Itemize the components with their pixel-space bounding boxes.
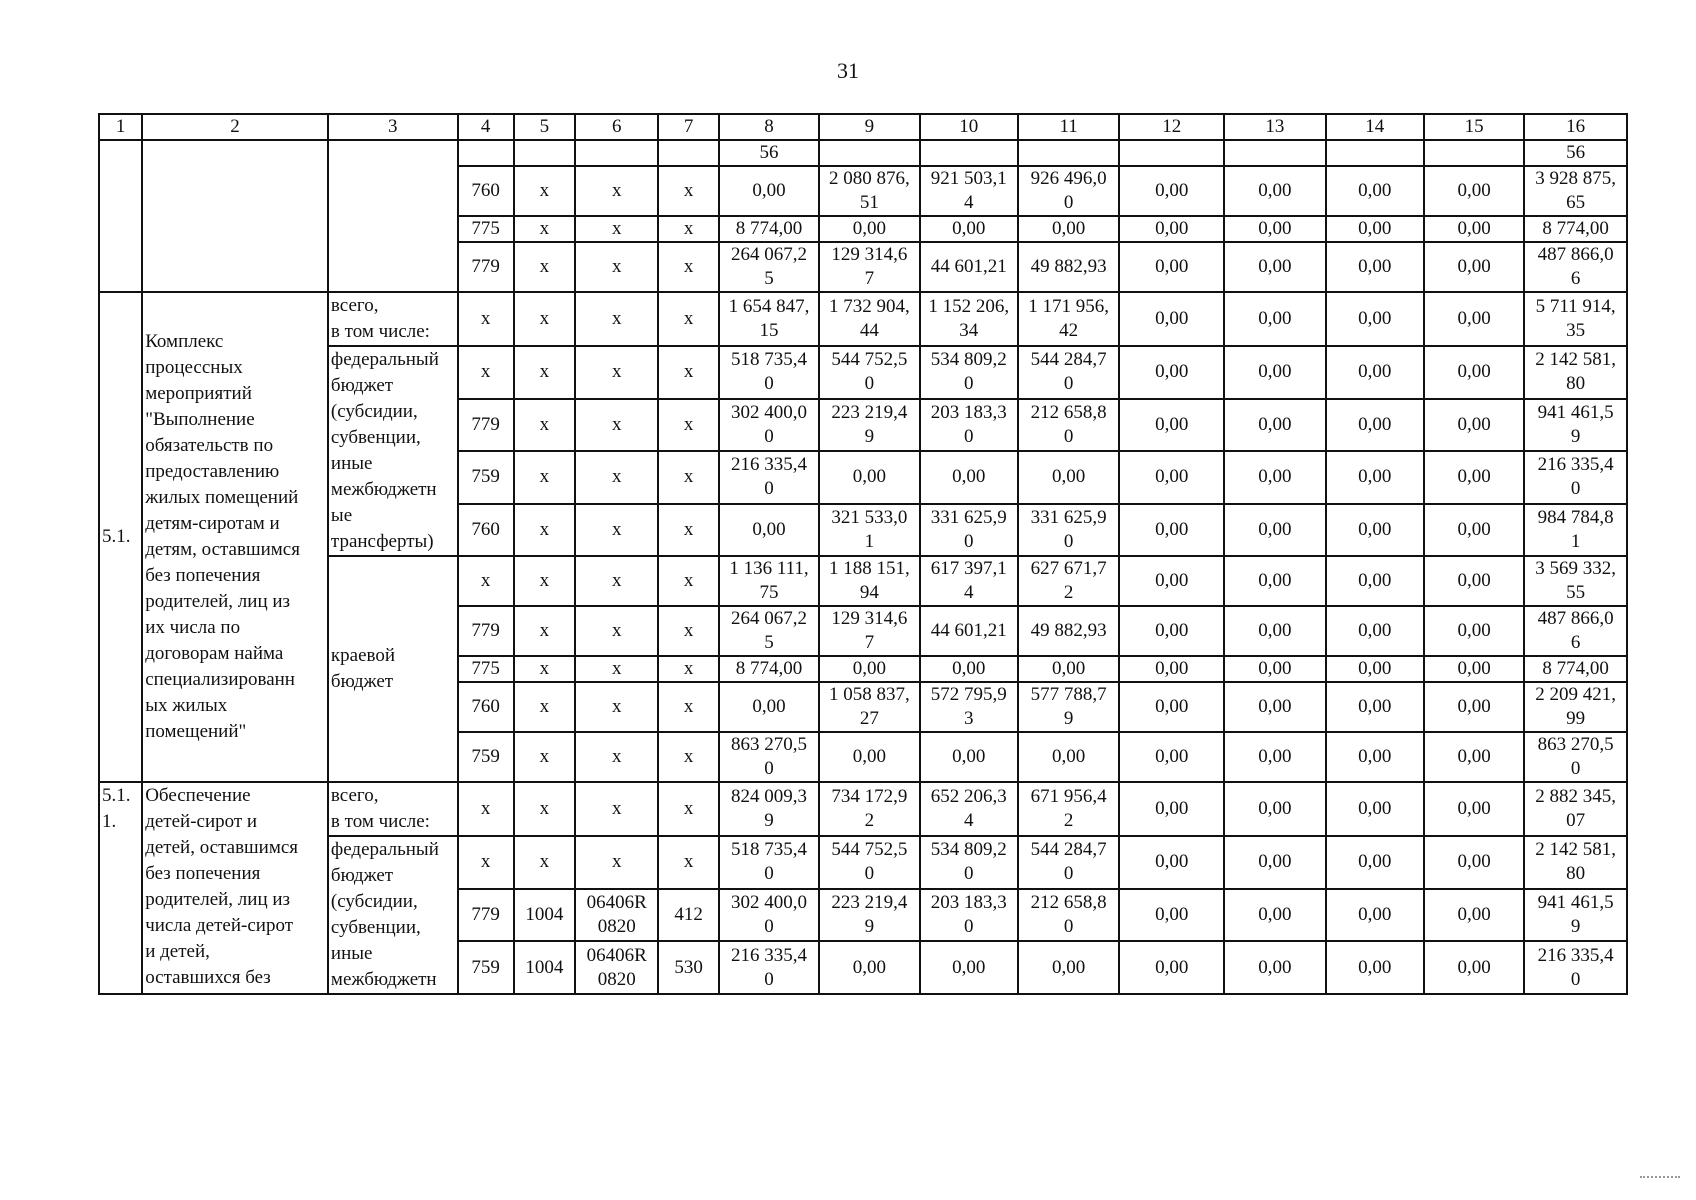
cell: x	[514, 451, 576, 504]
cell: x	[658, 242, 718, 292]
cell: 06406R 0820	[575, 889, 658, 942]
cell: 0,00	[1424, 606, 1524, 656]
cell: 0,00	[1119, 889, 1224, 942]
cell: 0,00	[1424, 242, 1524, 292]
cell: x	[514, 216, 576, 242]
cell: 8 774,00	[719, 216, 819, 242]
cell: x	[458, 556, 514, 606]
table-row	[99, 556, 1627, 606]
cell: 0,00	[920, 451, 1018, 504]
cell: 921 503,1 4	[920, 166, 1018, 216]
cell	[658, 140, 718, 166]
header-cell: 4	[458, 114, 514, 140]
cell: 530	[658, 941, 718, 994]
cell: 49 882,93	[1018, 242, 1120, 292]
cell: 0,00	[1224, 399, 1326, 452]
cell: 1 188 151, 94	[819, 556, 919, 606]
cell: x	[514, 656, 576, 682]
cell: 534 809,2 0	[920, 836, 1018, 889]
header-cell: 7	[658, 114, 718, 140]
cell: 0,00	[1018, 941, 1120, 994]
cell: 49 882,93	[1018, 606, 1120, 656]
cell: 779	[458, 242, 514, 292]
cell: 544 752,5 0	[819, 836, 919, 889]
cell: x	[658, 606, 718, 656]
cell: 212 658,8 0	[1018, 399, 1120, 452]
cell: x	[575, 782, 658, 836]
cell: x	[575, 166, 658, 216]
header-cell: 16	[1524, 114, 1627, 140]
cell: 0,00	[1119, 451, 1224, 504]
cell: x	[514, 242, 576, 292]
cell: 0,00	[1224, 606, 1326, 656]
cell: x	[575, 836, 658, 889]
cell: 0,00	[819, 732, 919, 782]
cell: 518 735,4 0	[719, 836, 819, 889]
cell: 8 774,00	[1524, 216, 1627, 242]
cell: 544 284,7 0	[1018, 836, 1120, 889]
cell: x	[458, 782, 514, 836]
cell: 0,00	[1018, 451, 1120, 504]
cell: 824 009,3 9	[719, 782, 819, 836]
cell	[819, 140, 919, 166]
cell: 0,00	[1326, 504, 1424, 557]
cell: 941 461,5 9	[1524, 399, 1627, 452]
header-cell: 6	[575, 114, 658, 140]
cell: 760	[458, 682, 514, 732]
cell: x	[514, 836, 576, 889]
cell: 0,00	[1326, 166, 1424, 216]
cell: 0,00	[1424, 504, 1524, 557]
cell: x	[658, 292, 718, 346]
header-cell: 14	[1326, 114, 1424, 140]
cell: 1004	[514, 889, 576, 942]
cell: 8 774,00	[1524, 656, 1627, 682]
cell: x	[575, 606, 658, 656]
cell: x	[658, 216, 718, 242]
cell: 760	[458, 504, 514, 557]
cell: 779	[458, 889, 514, 942]
cell: 216 335,4 0	[719, 451, 819, 504]
cell: 0,00	[1224, 941, 1326, 994]
cell	[1326, 140, 1424, 166]
cell: 56	[719, 140, 819, 166]
header-cell: 13	[1224, 114, 1326, 140]
cell-c3-cont	[328, 140, 458, 292]
cell: x	[575, 346, 658, 399]
cell: 216 335,4 0	[1524, 941, 1627, 994]
cell: 0,00	[1224, 782, 1326, 836]
cell-c2-cont	[142, 140, 328, 292]
funding-source-total: всего, в том числе:	[328, 782, 458, 836]
cell: 544 284,7 0	[1018, 346, 1120, 399]
cell: 1 058 837, 27	[819, 682, 919, 732]
cell: 44 601,21	[920, 242, 1018, 292]
cell: 0,00	[819, 941, 919, 994]
cell: x	[575, 216, 658, 242]
funding-source-federal: федеральный бюджет (субсидии, субвенции, иные межбюджетн ые трансферты)	[328, 346, 458, 556]
cell: 223 219,4 9	[819, 399, 919, 452]
cell	[1424, 140, 1524, 166]
cell: x	[658, 451, 718, 504]
cell: 216 335,4 0	[1524, 451, 1627, 504]
cell: 0,00	[1326, 399, 1424, 452]
cell: 863 270,5 0	[719, 732, 819, 782]
cell: 0,00	[1119, 504, 1224, 557]
cell: 759	[458, 451, 514, 504]
cell-c1-cont	[99, 140, 142, 292]
cell: x	[658, 682, 718, 732]
cell: 534 809,2 0	[920, 346, 1018, 399]
subsection-name: Обеспечение детей-сирот и детей, оставшимся без попечения родителей, лиц из числа детей-сирот и детей, оставшихся без	[142, 782, 328, 994]
cell: 0,00	[1424, 292, 1524, 346]
cell: x	[575, 732, 658, 782]
cell: 0,00	[1224, 242, 1326, 292]
cell: x	[514, 606, 576, 656]
header-cell: 2	[142, 114, 328, 140]
cell: 0,00	[1119, 556, 1224, 606]
cell: x	[514, 782, 576, 836]
section-number: 5.1.	[99, 292, 142, 782]
cell: x	[514, 556, 576, 606]
cell: 06406R 0820	[575, 941, 658, 994]
cell: 44 601,21	[920, 606, 1018, 656]
header-cell: 1	[99, 114, 142, 140]
cell: 0,00	[1424, 682, 1524, 732]
cell: 0,00	[1424, 656, 1524, 682]
budget-table	[98, 113, 1628, 995]
cell: 0,00	[1326, 889, 1424, 942]
cell: 302 400,0 0	[719, 399, 819, 452]
cell: 0,00	[1424, 216, 1524, 242]
cell: x	[575, 656, 658, 682]
cell	[514, 140, 576, 166]
cell: 779	[458, 606, 514, 656]
cell: 331 625,9 0	[920, 504, 1018, 557]
cell	[1224, 140, 1326, 166]
cell: 759	[458, 941, 514, 994]
funding-source-regional: краевой бюджет	[328, 556, 458, 782]
cell: x	[514, 682, 576, 732]
cell: 2 142 581, 80	[1524, 346, 1627, 399]
cell: 0,00	[920, 941, 1018, 994]
cell: x	[658, 399, 718, 452]
cell: x	[514, 504, 576, 557]
cell: 0,00	[1224, 836, 1326, 889]
cell: x	[575, 451, 658, 504]
cell: 0,00	[1424, 732, 1524, 782]
cell: 941 461,5 9	[1524, 889, 1627, 942]
header-cell: 5	[514, 114, 576, 140]
cell: 0,00	[1326, 292, 1424, 346]
cell: 0,00	[719, 166, 819, 216]
cell: 759	[458, 732, 514, 782]
cell: 129 314,6 7	[819, 242, 919, 292]
cell: 0,00	[719, 682, 819, 732]
cell: 0,00	[1424, 166, 1524, 216]
cell: x	[514, 399, 576, 452]
page-number: 31	[837, 58, 859, 83]
table-row	[99, 346, 1627, 399]
cell: 412	[658, 889, 718, 942]
cell: 0,00	[1424, 836, 1524, 889]
cell: x	[658, 504, 718, 557]
cell: 0,00	[1119, 606, 1224, 656]
cell: 8 774,00	[719, 656, 819, 682]
cell: 0,00	[1224, 656, 1326, 682]
cell: 0,00	[1224, 451, 1326, 504]
cell: 3 928 875, 65	[1524, 166, 1627, 216]
cell: 0,00	[819, 451, 919, 504]
cell: 129 314,6 7	[819, 606, 919, 656]
cell: 2 142 581, 80	[1524, 836, 1627, 889]
cell: 0,00	[1326, 606, 1424, 656]
funding-source-total: всего, в том числе:	[328, 292, 458, 346]
cell: 0,00	[1119, 836, 1224, 889]
cell: x	[575, 556, 658, 606]
cell: 0,00	[1326, 242, 1424, 292]
cell: 0,00	[920, 732, 1018, 782]
cell: 0,00	[1224, 889, 1326, 942]
cell: 0,00	[719, 504, 819, 557]
cell: 0,00	[1119, 656, 1224, 682]
cell: x	[658, 556, 718, 606]
cell: 321 533,0 1	[819, 504, 919, 557]
cell	[1018, 140, 1120, 166]
cell: 775	[458, 216, 514, 242]
cell: 0,00	[1224, 732, 1326, 782]
cell	[458, 140, 514, 166]
cell: 216 335,4 0	[719, 941, 819, 994]
cell: 544 752,5 0	[819, 346, 919, 399]
cell: x	[458, 292, 514, 346]
cell: 264 067,2 5	[719, 606, 819, 656]
cell: 1 136 111, 75	[719, 556, 819, 606]
header-cell: 10	[920, 114, 1018, 140]
cell: 302 400,0 0	[719, 889, 819, 942]
header-cell: 8	[719, 114, 819, 140]
cell: 775	[458, 656, 514, 682]
cell: 0,00	[1326, 836, 1424, 889]
cell: 487 866,0 6	[1524, 242, 1627, 292]
cell: 5 711 914, 35	[1524, 292, 1627, 346]
cell: 0,00	[1119, 399, 1224, 452]
cell: 0,00	[1326, 782, 1424, 836]
cell: 0,00	[1424, 451, 1524, 504]
cell: 617 397,1 4	[920, 556, 1018, 606]
cell: 203 183,3 0	[920, 399, 1018, 452]
cell: 0,00	[1224, 166, 1326, 216]
cell: 0,00	[920, 216, 1018, 242]
cell: x	[575, 504, 658, 557]
cell: 0,00	[1119, 242, 1224, 292]
cell: 0,00	[819, 216, 919, 242]
cell: x	[658, 166, 718, 216]
cell: 627 671,7 2	[1018, 556, 1120, 606]
cell: 3 569 332, 55	[1524, 556, 1627, 606]
cell: x	[575, 399, 658, 452]
cell: 0,00	[920, 656, 1018, 682]
cell: 212 658,8 0	[1018, 889, 1120, 942]
cell: 0,00	[1119, 682, 1224, 732]
cell: 1 171 956, 42	[1018, 292, 1120, 346]
cell: x	[658, 346, 718, 399]
cell: x	[514, 346, 576, 399]
cell: 0,00	[1424, 556, 1524, 606]
cell	[575, 140, 658, 166]
funding-source-federal: федеральный бюджет (субсидии, субвенции, иные межбюджетн	[328, 836, 458, 994]
cell: 0,00	[1326, 346, 1424, 399]
cell: x	[658, 656, 718, 682]
cell: x	[575, 682, 658, 732]
cell: 0,00	[1424, 889, 1524, 942]
cell: x	[458, 836, 514, 889]
cell: 1004	[514, 941, 576, 994]
cell: x	[514, 166, 576, 216]
cell: 264 067,2 5	[719, 242, 819, 292]
cell: 0,00	[1224, 346, 1326, 399]
header-cell: 3	[328, 114, 458, 140]
cell: 0,00	[1119, 732, 1224, 782]
cell: 0,00	[1224, 504, 1326, 557]
cell: 0,00	[1424, 346, 1524, 399]
cell: 0,00	[1224, 292, 1326, 346]
cell: 0,00	[1224, 682, 1326, 732]
cell: 779	[458, 399, 514, 452]
cell: 671 956,4 2	[1018, 782, 1120, 836]
cell: 2 882 345, 07	[1524, 782, 1627, 836]
cell: 1 152 206, 34	[920, 292, 1018, 346]
cell: 2 080 876, 51	[819, 166, 919, 216]
header-row	[99, 114, 1627, 140]
cell: 0,00	[1326, 556, 1424, 606]
cell: 0,00	[1224, 216, 1326, 242]
cell: 0,00	[1326, 941, 1424, 994]
table-row	[99, 836, 1627, 889]
cell: x	[575, 242, 658, 292]
cell: 0,00	[1224, 556, 1326, 606]
cell: 56	[1524, 140, 1627, 166]
cell: 0,00	[1326, 682, 1424, 732]
cell: x	[514, 292, 576, 346]
cell: x	[575, 292, 658, 346]
cell: 0,00	[1424, 399, 1524, 452]
cell: 487 866,0 6	[1524, 606, 1627, 656]
cell: 0,00	[1119, 166, 1224, 216]
cell: 203 183,3 0	[920, 889, 1018, 942]
cell: 0,00	[1119, 941, 1224, 994]
cell: 572 795,9 3	[920, 682, 1018, 732]
cell: 0,00	[1326, 732, 1424, 782]
header-cell: 15	[1424, 114, 1524, 140]
cell: 0,00	[1119, 292, 1224, 346]
cell: 984 784,8 1	[1524, 504, 1627, 557]
cell: 0,00	[1119, 346, 1224, 399]
cell: 2 209 421, 99	[1524, 682, 1627, 732]
cell: 0,00	[819, 656, 919, 682]
cell: x	[458, 346, 514, 399]
table-row	[99, 292, 1627, 346]
cell: 0,00	[1424, 782, 1524, 836]
cell: 0,00	[1018, 732, 1120, 782]
table-row	[99, 782, 1627, 836]
cell: 1 654 847, 15	[719, 292, 819, 346]
cell: 734 172,9 2	[819, 782, 919, 836]
cell: x	[658, 782, 718, 836]
cell: 577 788,7 9	[1018, 682, 1120, 732]
cell: 518 735,4 0	[719, 346, 819, 399]
cell: 0,00	[1424, 941, 1524, 994]
cell: 926 496,0 0	[1018, 166, 1120, 216]
cell: 331 625,9 0	[1018, 504, 1120, 557]
cell: 652 206,3 4	[920, 782, 1018, 836]
header-cell: 11	[1018, 114, 1120, 140]
cell: 760	[458, 166, 514, 216]
cell: 0,00	[1018, 216, 1120, 242]
header-cell: 9	[819, 114, 919, 140]
cell: 0,00	[1018, 656, 1120, 682]
cell: 0,00	[1326, 451, 1424, 504]
cell	[1119, 140, 1224, 166]
cell: x	[514, 732, 576, 782]
cell: x	[658, 836, 718, 889]
cell: 0,00	[1119, 216, 1224, 242]
cell: 0,00	[1119, 782, 1224, 836]
cell: 0,00	[1326, 216, 1424, 242]
section-name: Комплекс процессных мероприятий "Выполнение обязательств по предоставлению жилых помещений детям-сиротам и детям, оставшимся без попечения родителей, лиц из их числа по договорам найма специализированн ых жилых помещений"	[142, 292, 328, 782]
cell	[920, 140, 1018, 166]
continuation-row	[99, 140, 1627, 166]
cell: 1 732 904, 44	[819, 292, 919, 346]
cell: 0,00	[1326, 656, 1424, 682]
cell: 223 219,4 9	[819, 889, 919, 942]
cell: 863 270,5 0	[1524, 732, 1627, 782]
subsection-number: 5.1. 1.	[99, 782, 142, 994]
cell: x	[658, 732, 718, 782]
scan-mark	[1640, 1176, 1680, 1180]
header-cell: 12	[1119, 114, 1224, 140]
